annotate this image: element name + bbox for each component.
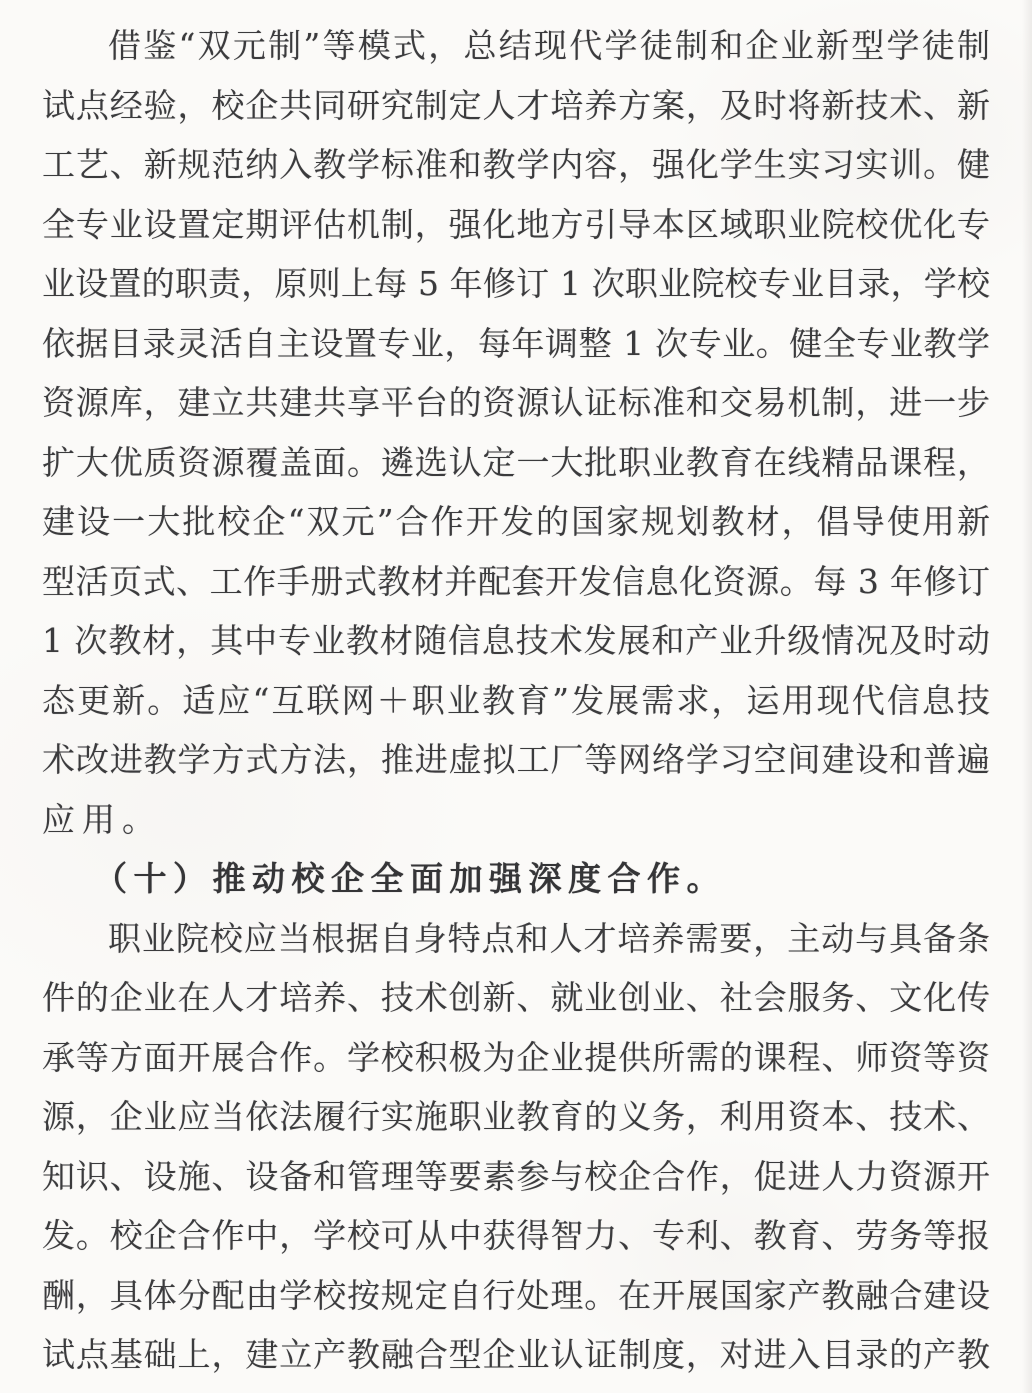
text-line: 应用。 [42, 799, 162, 839]
text-line: 态更新。适应“互联网＋职业教育”发展需求，运用现代信息技 [42, 680, 990, 720]
text-line: 源，企业应当依法履行实施职业教育的义务，利用资本、技术、 [42, 1097, 990, 1136]
text-line: 试点基础上，建立产教融合型企业认证制度，对进入目录的产教 [42, 1335, 990, 1374]
text-line: 型活页式、工作手册式教材并配套开发信息化资源。每 3 年修订 [42, 561, 990, 601]
document-body [42, 16, 990, 1385]
text-line: 业设置的职责，原则上每 5 年修订 1 次职业院校专业目录，学校 [42, 264, 990, 303]
text-line: 建设一大批校企“双元”合作开发的国家规划教材，倡导使用新 [42, 502, 990, 541]
text-line: 承等方面开展合作。学校积极为企业提供所需的课程、师资等资 [42, 1037, 990, 1077]
text-line: 术改进教学方式方法，推进虚拟工厂等网络学习空间建设和普遍 [42, 740, 990, 779]
text-line: 知识、设施、设备和管理等要素参与校企合作，促进人力资源开 [42, 1156, 990, 1196]
section-heading: （十）推动校企全面加强深度合作。 [94, 859, 726, 898]
text-line: 发。校企合作中，学校可从中获得智力、专利、教育、劳务等报 [42, 1216, 990, 1255]
text-line: 1 次教材，其中专业教材随信息技术发展和产业升级情况及时动 [42, 621, 990, 660]
text-line: 试点经验，校企共同研究制定人才培养方案，及时将新技术、新 [42, 85, 990, 125]
text-line: 扩大优质资源覆盖面。遴选认定一大批职业教育在线精品课程， [42, 442, 990, 482]
text-line: 职业院校应当根据自身特点和人才培养需要，主动与具备条 [108, 918, 990, 958]
text-line: 资源库，建立共建共享平台的资源认证标准和交易机制，进一步 [42, 383, 990, 422]
text-line: 依据目录灵活自主设置专业，每年调整 1 次专业。健全专业教学 [42, 323, 990, 363]
text-line: 件的企业在人才培养、技术创新、就业创业、社会服务、文化传 [42, 978, 990, 1017]
text-line: 全专业设置定期评估机制，强化地方引导本区域职业院校优化专 [42, 204, 990, 244]
text-line: 借鉴“双元制”等模式，总结现代学徒制和企业新型学徒制 [108, 26, 990, 65]
text-line: 酬，具体分配由学校按规定自行处理。在开展国家产教融合建设 [42, 1275, 990, 1315]
text-line: 工艺、新规范纳入教学标准和教学内容，强化学生实习实训。健 [42, 145, 990, 184]
